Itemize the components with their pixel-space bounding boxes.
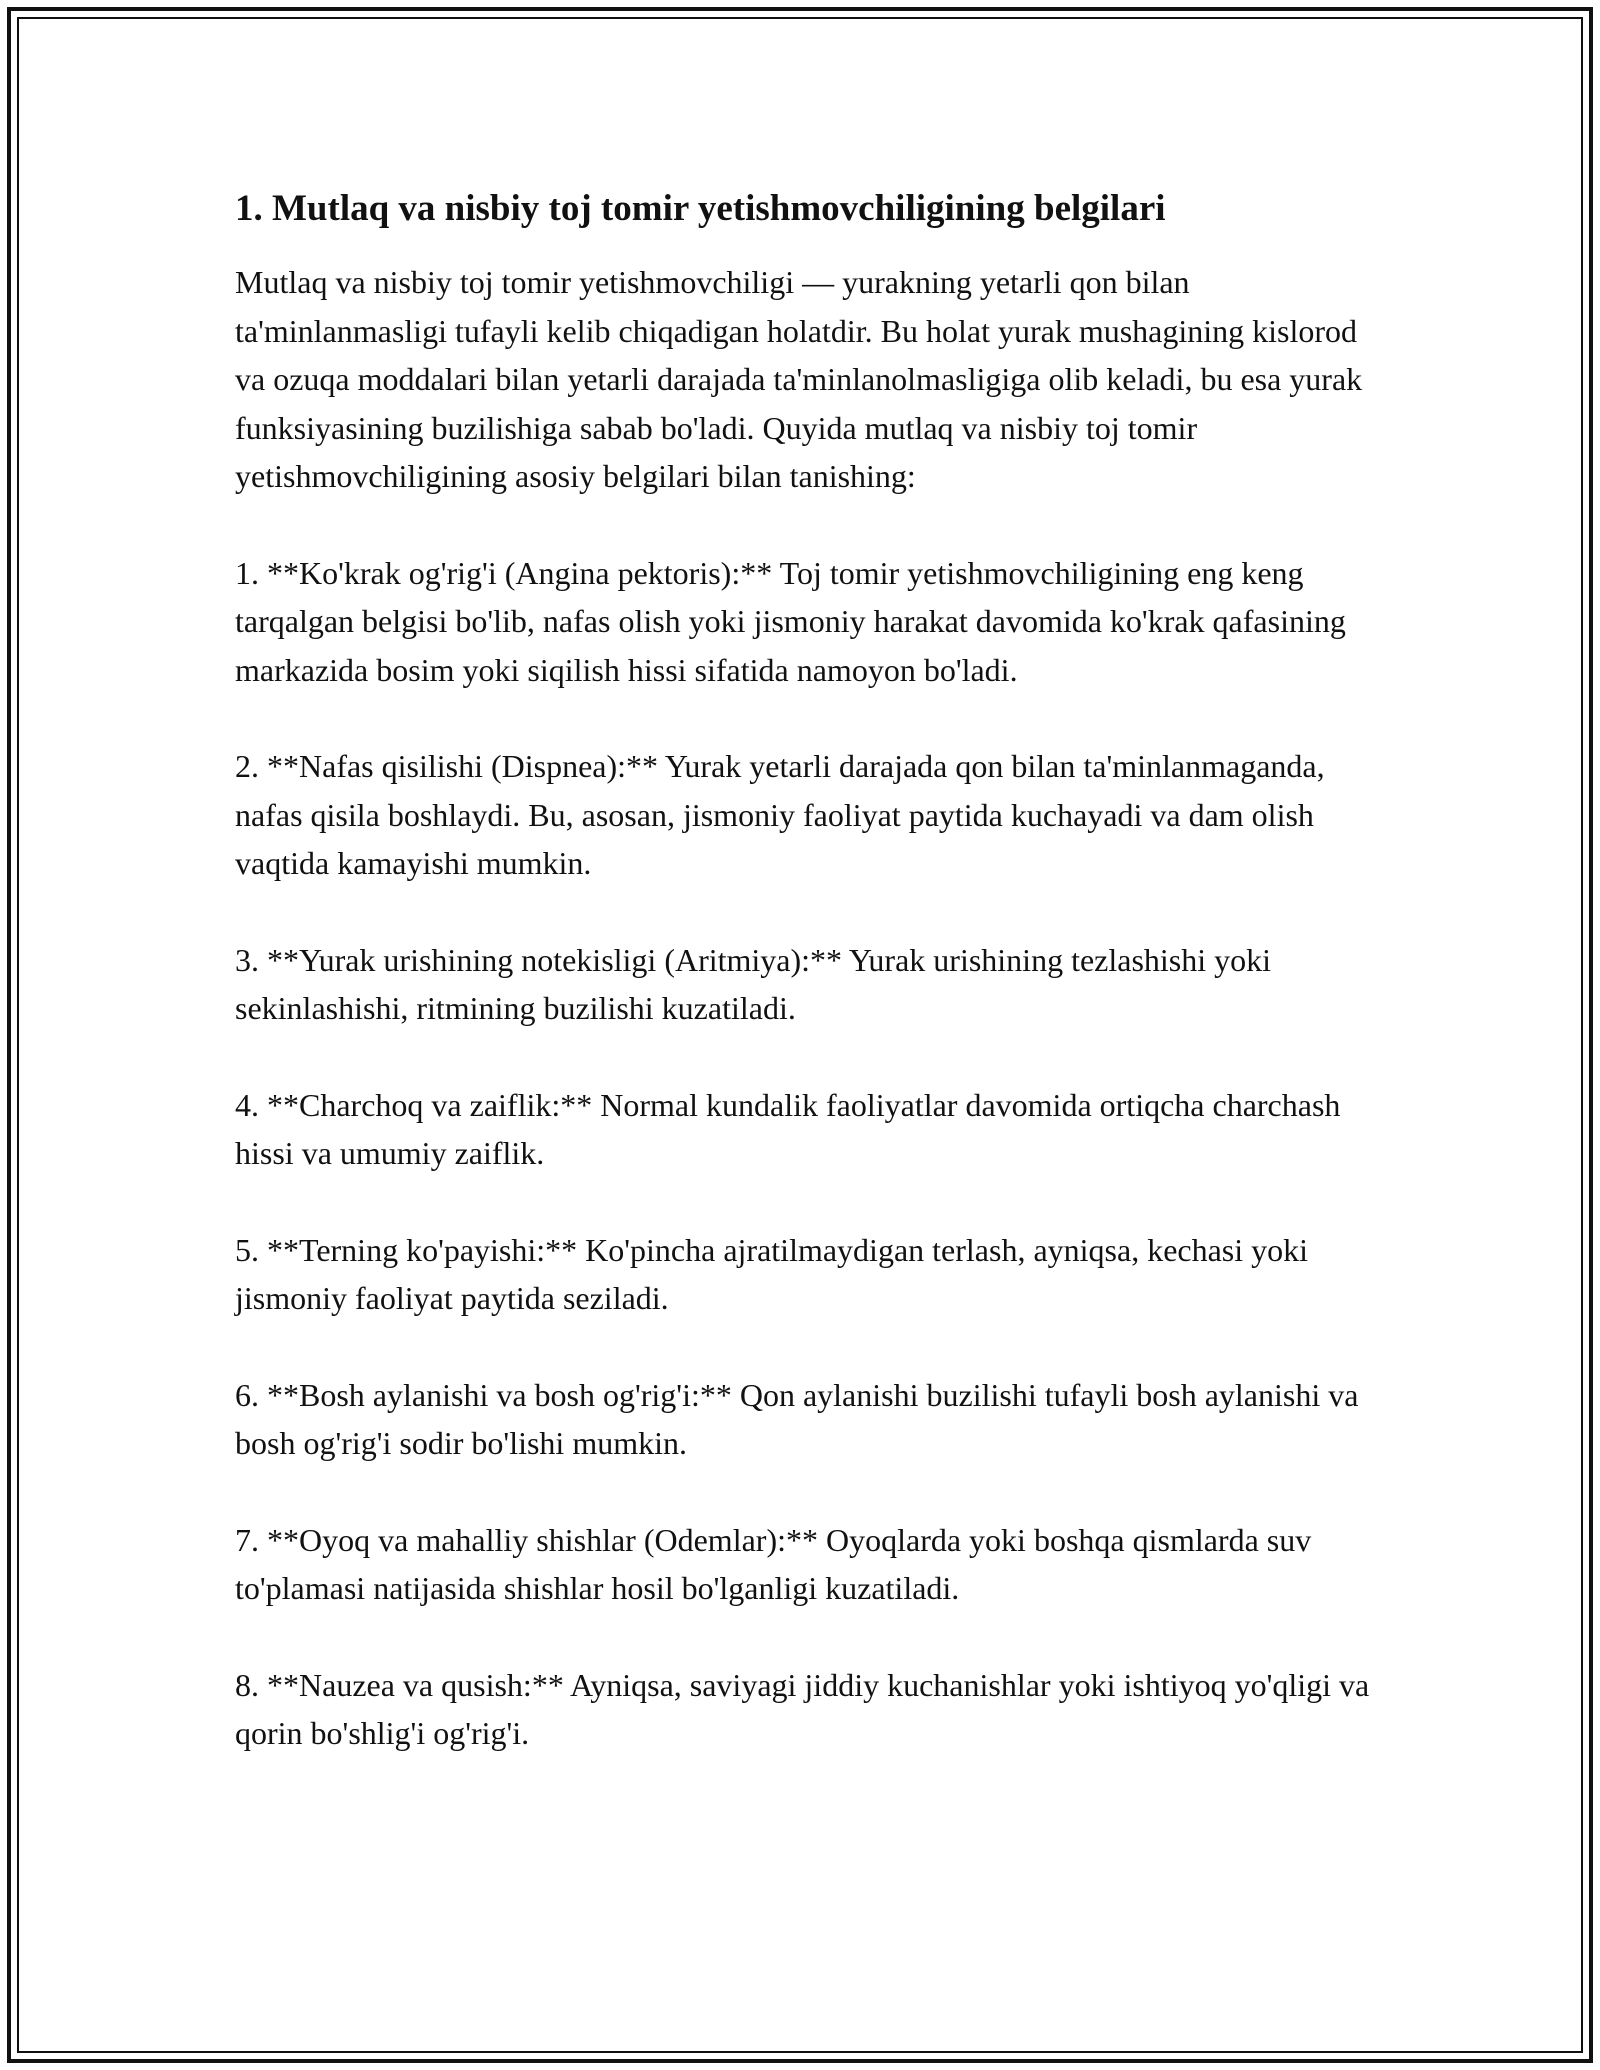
- list-item-7: 7. **Oyoq va mahalliy shishlar (Odemlar):** Oyoqlarda yoki boshqa qismlarda suv to'plamasi natijasida shishlar hosil bo'lganligi kuzatiladi.: [235, 1521, 1312, 1606]
- list-item-8: 8. **Nauzea va qusish:** Ayniqsa, saviyagi jiddiy kuchanishlar yoki ishtiyoq yo'qligi va qorin bo'shlig'i og'rig'i.: [235, 1666, 1370, 1751]
- list-item-2: 2. **Nafas qisilishi (Dispnea):** Yurak yetarli darajada qon bilan ta'minlanmaganda, nafas qisila boshlaydi. Bu, asosan, jismoniy faoliyat paytida kuchayadi va dam olish vaqtida kamayishi mumkin.: [235, 748, 1325, 881]
- list-item-5: 5. **Terning ko'payishi:** Ko'pincha ajratilmaydigan terlash, ayniqsa, kechasi yoki jismoniy faoliyat paytida seziladi.: [235, 1231, 1309, 1316]
- document-body: [235, 186, 1380, 1758]
- page-title: 1. Mutlaq va nisbiy toj tomir yetishmovchiligining belgilari: [235, 188, 1166, 229]
- intro-paragraph: Mutlaq va nisbiy toj tomir yetishmovchiligi — yurakning yetarli qon bilan ta'minlanmasligi tufayli kelib chiqadigan holatdir. Bu holat yurak mushagining kislorod va ozuqa moddalari bilan yetarli darajada ta'minlanolmasligiga olib keladi, bu esa yurak funksiyasining buzilishiga sabab bo'ladi. Quyida mutlaq va nisbiy toj tomir yetishmovchiligining asosiy belgilari bilan tanishing:: [235, 264, 1363, 494]
- list-item-4: 4. **Charchoq va zaiflik:** Normal kundalik faoliyatlar davomida ortiqcha charchash hissi va umumiy zaiflik.: [235, 1086, 1341, 1171]
- list-item-1: 1. **Ko'krak og'rig'i (Angina pektoris):** Toj tomir yetishmovchiligining eng keng tarqalgan belgisi bo'lib, nafas olish yoki jismoniy harakat davomida ko'krak qafasining markazida bosim yoki siqilish hissi sifatida namoyon bo'ladi.: [235, 554, 1346, 688]
- list-item-3: 3. **Yurak urishining notekisligi (Aritmiya):** Yurak urishining tezlashishi yoki sekinlashishi, ritmining buzilishi kuzatiladi.: [235, 941, 1272, 1026]
- list-item-6: 6. **Bosh aylanishi va bosh og'rig'i:** Qon aylanishi buzilishi tufayli bosh aylanishi va bosh og'rig'i sodir bo'lishi mumkin.: [235, 1376, 1359, 1461]
